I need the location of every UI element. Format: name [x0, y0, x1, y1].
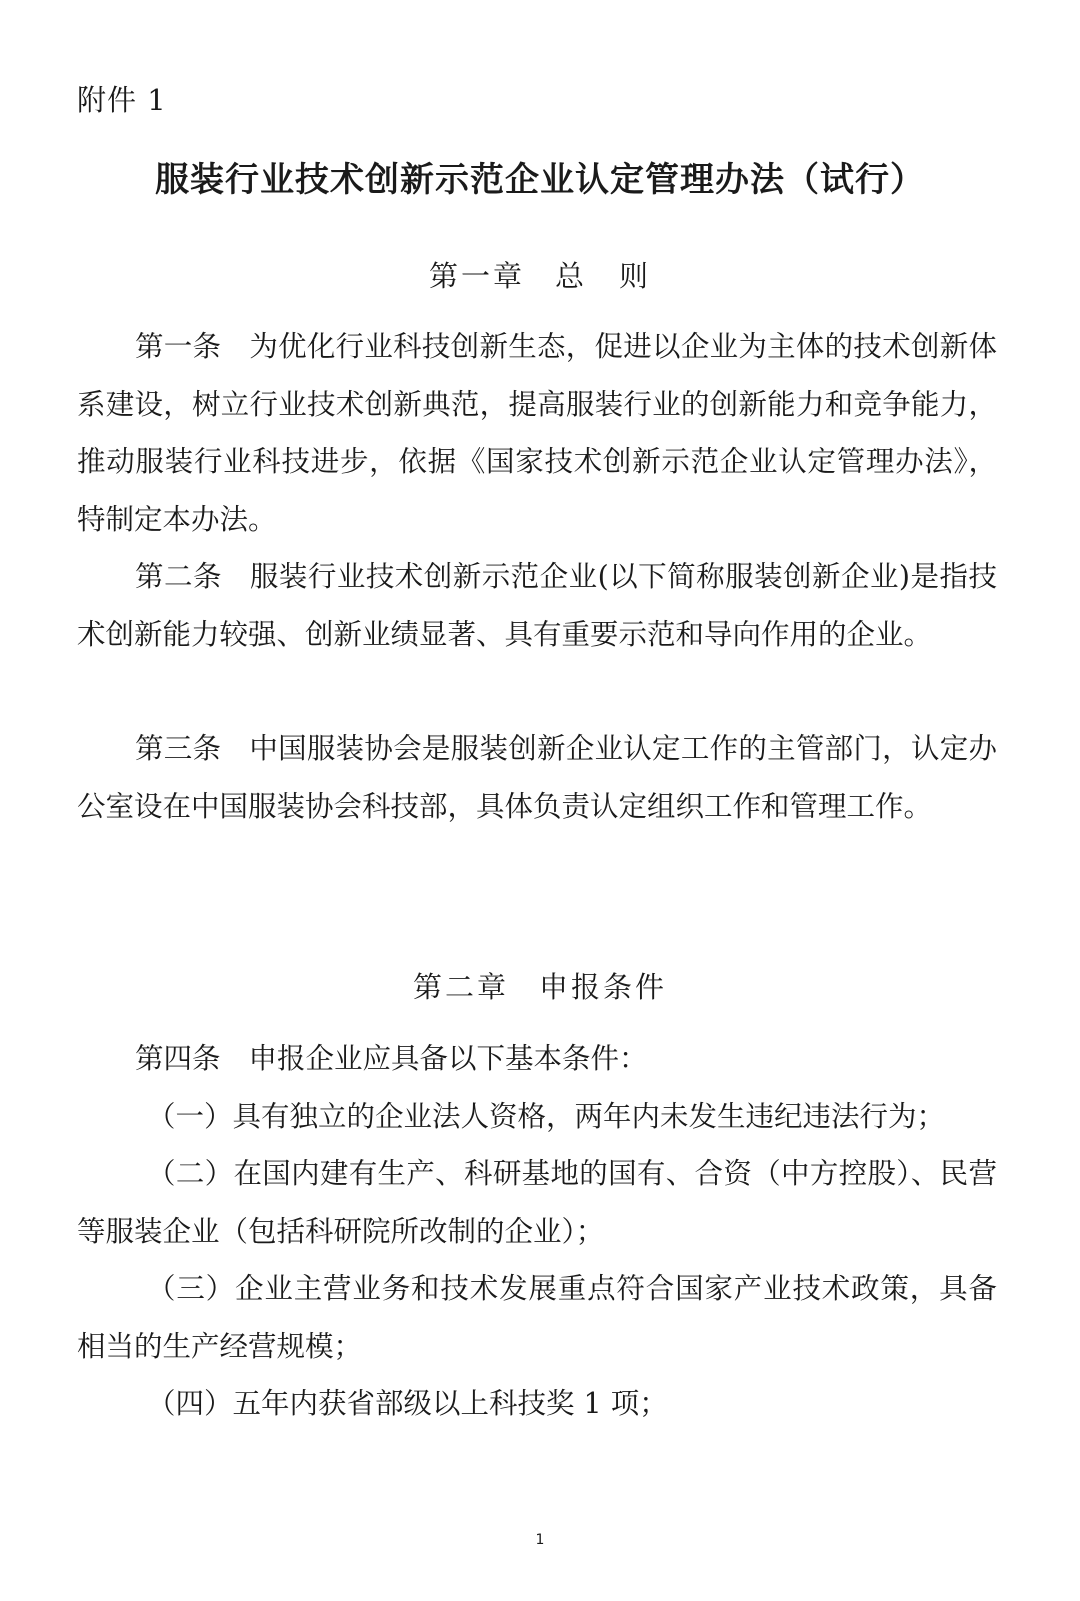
chapter-1-number: 第一章	[428, 259, 525, 293]
condition-item: （二）在国内建有生产、科研基地的国有、合资（中方控股）、民营等服装企业（包括科研院所改制的企业）；	[77, 1157, 997, 1248]
article-4-label: 第四条	[135, 1042, 221, 1075]
page-number: 1	[535, 1532, 545, 1548]
article-4-text: 申报企业应具备以下基本条件：	[248, 1042, 648, 1075]
attachment-label: 附件 1	[77, 83, 167, 117]
article-2-label: 第二条	[135, 560, 222, 593]
article-3-label: 第三条	[135, 732, 222, 765]
article-1-text: 为优化行业科技创新生态，促进以企业为主体的技术创新体系建设，树立行业技术创新典范，提高服装行业的创新能力和竞争能力，推动服装行业科技进步，依据《国家技术创新示范企业认定管理办法》，特制定本办法。	[77, 330, 997, 536]
article-2	[77, 548, 997, 663]
article-1-label: 第一条	[135, 330, 222, 363]
chapter-1-name: 总 则	[555, 259, 652, 293]
chapter-1-heading	[0, 256, 1080, 296]
article-2-text: 服装行业技术创新示范企业(以下简称服装创新企业)是指技术创新能力较强、创新业绩显著、具有重要示范和导向作用的企业。	[77, 560, 997, 651]
article-1	[77, 318, 997, 548]
condition-item: （四）五年内获省部级以上科技奖 1 项；	[147, 1387, 668, 1420]
chapter-2-heading	[0, 967, 1080, 1007]
condition-item: （三）企业主营业务和技术发展重点符合国家产业技术政策，具备相当的生产经营规模；	[77, 1272, 997, 1363]
article-3	[77, 720, 997, 835]
article-3-text: 中国服装协会是服装创新企业认定工作的主管部门，认定办公室设在中国服装协会科技部，具体负责认定组织工作和管理工作。	[77, 732, 997, 823]
document-title: 服装行业技术创新示范企业认定管理办法（试行）	[155, 160, 925, 200]
chapter-2-number: 第二章	[412, 970, 509, 1004]
chapter-2-name: 申报条件	[539, 970, 668, 1004]
condition-item: （一）具有独立的企业法人资格，两年内未发生违纪违法行为；	[147, 1100, 946, 1133]
article-4	[77, 1030, 997, 1088]
